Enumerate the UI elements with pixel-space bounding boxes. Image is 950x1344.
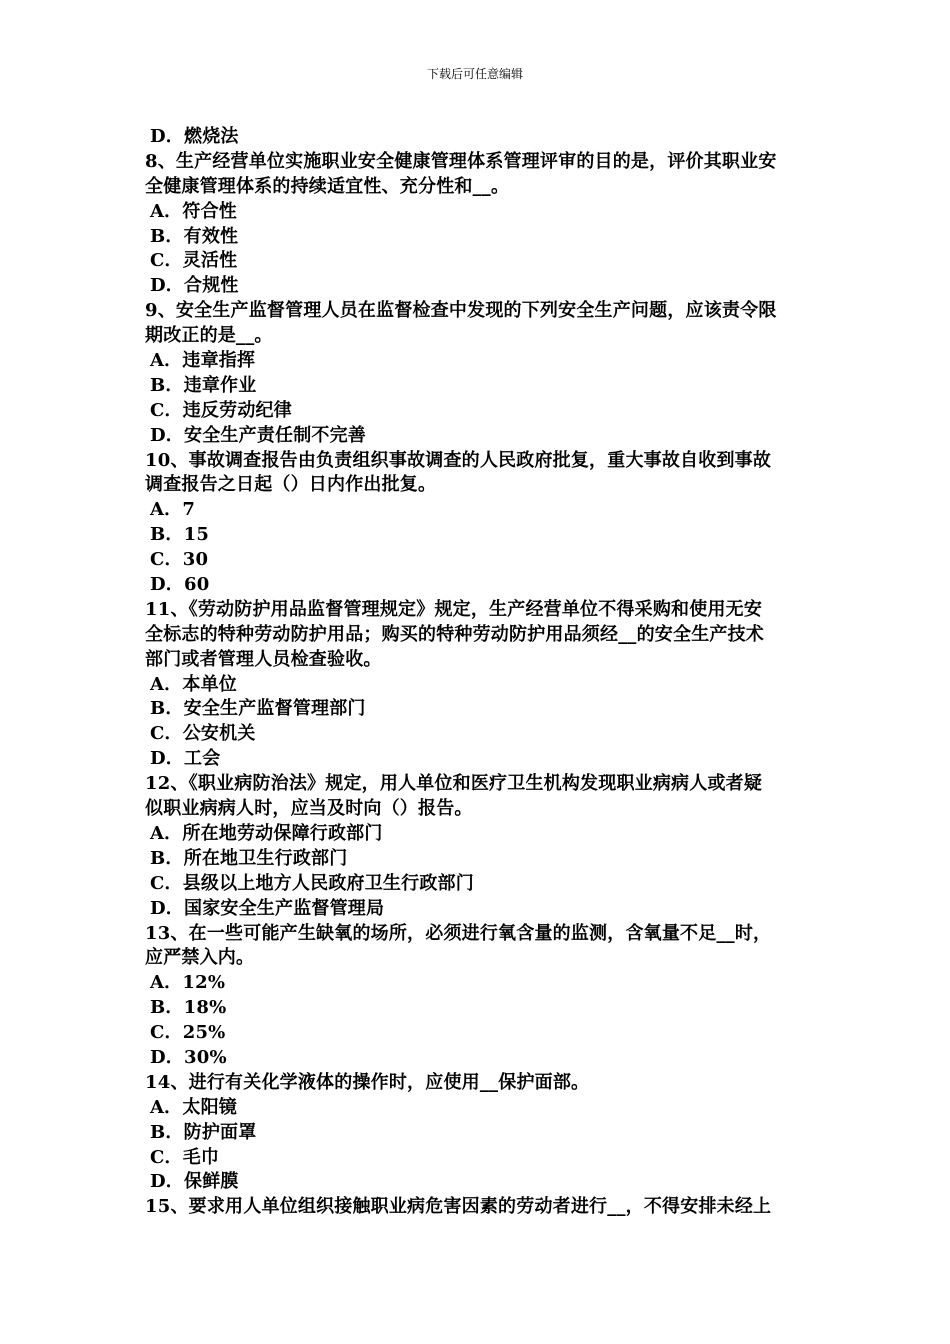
question-text-line: 全健康管理体系的持续适宜性、充分性和__。 [145,175,510,197]
question [145,1071,810,1096]
question [145,299,810,349]
question [145,449,810,499]
answer-option: A．太阳镜 [150,1096,237,1118]
question-text-line: 全标志的特种劳动防护用品；购买的特种劳动防护用品须经__的安全生产技术 [145,623,764,645]
answer-option: A．12% [150,972,226,994]
answer-option: B．有效性 [150,225,239,247]
answer-option: C．违反劳动纪律 [150,399,292,421]
question-text-line: 似职业病病人时，应当及时向（）报告。 [145,798,473,820]
question [145,772,810,822]
answer-option: C．公安机关 [150,723,256,745]
answer-option: C．30 [150,549,209,571]
answer-option: A．符合性 [150,200,237,222]
answer-option: D．合规性 [150,275,239,297]
question-text-line: 15、要求用人单位组织接触职业病危害因素的劳动者进行__，不得安排未经上 [145,1196,772,1218]
answer-option: B．18% [150,997,227,1019]
document-body [145,125,810,1220]
answer-option: D．安全生产责任制不完善 [150,424,367,446]
question-text-line: 期改正的是__。 [145,325,273,347]
question-text-line: 调查报告之日起（）日内作出批复。 [145,474,437,496]
answer-option: C．县级以上地方人民政府卫生行政部门 [150,872,474,894]
answer-option: A．违章指挥 [150,350,256,372]
answer-option: B．15 [150,524,210,546]
question-text-line: 11、《劳动防护用品监督管理规定》规定，生产经营单位不得采购和使用无安 [145,598,763,620]
answer-option: B．违章作业 [150,374,257,396]
question [145,598,810,673]
answer-option: C．毛巾 [150,1146,220,1168]
question-text-line: 8、生产经营单位实施职业安全健康管理体系管理评审的目的是，评价其职业安 [145,150,777,172]
question [145,150,810,200]
question-text-line: 13、在一些可能产生缺氧的场所，必须进行氧含量的监测，含氧量不足__时， [145,922,772,944]
answer-option: A．所在地劳动保障行政部门 [150,822,383,844]
answer-option: D．燃烧法 [150,126,239,147]
page-header: 下载后可任意编辑 [426,67,523,81]
answer-option: D．保鲜膜 [150,1171,239,1193]
answer-option: D．工会 [150,748,221,770]
question [145,1195,810,1220]
question-text-line: 部门或者管理人员检查验收。 [145,648,382,670]
answer-option: D．60 [150,574,210,596]
question-text-line: 12、《职业病防治法》规定，用人单位和医疗卫生机构发现职业病病人或者疑 [145,773,763,795]
answer-option: D．30% [150,1046,227,1068]
answer-option: D．国家安全生产监督管理局 [150,897,385,919]
answer-option: B．所在地卫生行政部门 [150,847,348,869]
question-text-line: 14、进行有关化学液体的操作时，应使用__保护面部。 [145,1071,590,1093]
answer-option: A．7 [150,499,196,521]
answer-option: B．安全生产监督管理部门 [150,698,366,720]
answer-option: C．灵活性 [150,250,238,272]
question-text-line: 10、事故调查报告由负责组织事故调查的人民政府批复，重大事故自收到事故 [145,449,772,471]
answer-option: C．25% [150,1022,226,1044]
question-text-line: 应严禁入内。 [145,947,255,969]
question-text-line: 9、安全生产监督管理人员在监督检查中发现的下列安全生产问题，应该责令限 [145,300,777,322]
answer-option: A．本单位 [150,673,237,695]
question [145,922,810,972]
answer-option: B．防护面罩 [150,1121,257,1143]
